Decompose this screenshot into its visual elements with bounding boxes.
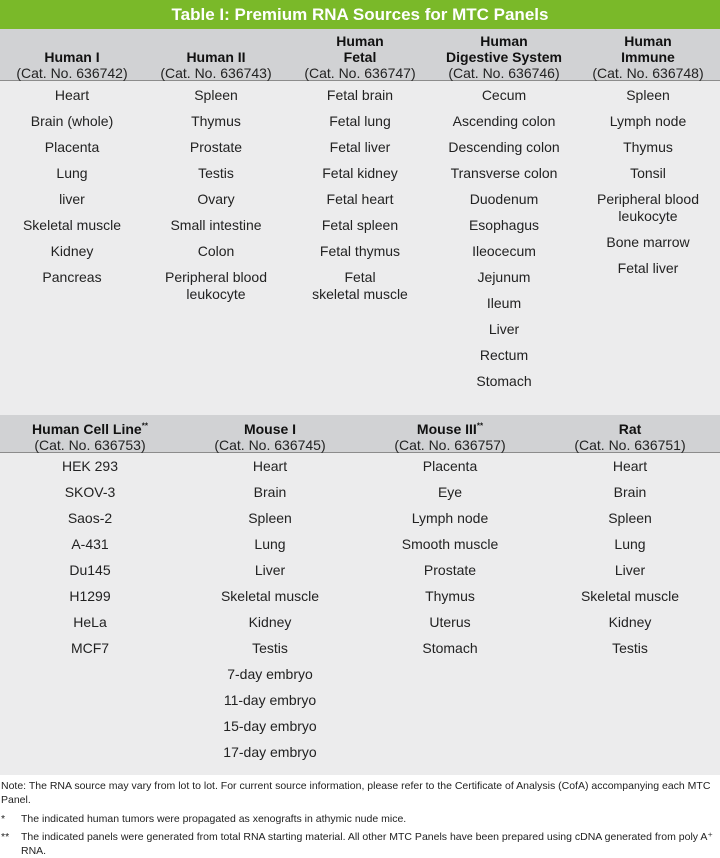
note-text: Note: The RNA source may vary from lot to lot. For current source information, please refer to the Certificate of Analysis (CofA) accompanying each MTC Panel. <box>1 780 711 806</box>
list-item: Brain <box>253 484 287 500</box>
list-item: Prostate <box>423 562 477 578</box>
list-item: Lung <box>254 536 286 552</box>
list-item: Uterus <box>429 614 471 630</box>
list-item: Prostate <box>189 139 243 155</box>
tissue-list <box>288 87 432 312</box>
tissue-list <box>432 87 576 399</box>
list-item: Jejunum <box>477 269 531 285</box>
list-item: Liver <box>254 562 286 578</box>
list-item: Spleen <box>626 87 670 103</box>
list-item: HEK 293 <box>61 458 119 474</box>
list-item: Lung <box>56 165 88 181</box>
tissue-list <box>0 87 144 295</box>
column-title: Human Digestive System <box>446 33 562 65</box>
list-item: Stomach <box>422 640 478 656</box>
list-item: MCF7 <box>70 640 110 656</box>
section-human-panels <box>0 29 720 415</box>
footnote-mark: ** <box>476 421 484 431</box>
list-item: Ascending colon <box>452 113 556 129</box>
tissue-list <box>576 87 720 286</box>
footnote-marker: * <box>1 813 6 825</box>
list-item: 15-day embryo <box>223 718 317 734</box>
column-title: Human Fetal <box>336 33 384 65</box>
list-item: Brain <box>613 484 647 500</box>
tissue-list <box>360 458 540 666</box>
list-item: Colon <box>197 243 235 259</box>
list-item: Transverse colon <box>450 165 558 181</box>
catalog-number: (Cat. No. 636753) <box>34 437 146 453</box>
column-title: Human I <box>44 49 100 65</box>
list-item: Du145 <box>69 562 111 578</box>
list-item: SKOV-3 <box>64 484 116 500</box>
tissue-list <box>144 87 288 312</box>
column-title: Human Cell Line <box>32 421 142 437</box>
list-item: Fetal thymus <box>319 243 401 259</box>
list-item: Ovary <box>197 191 235 207</box>
list-item: Esophagus <box>468 217 540 233</box>
list-item: Bone marrow <box>606 234 690 250</box>
list-item: Stomach <box>476 373 532 389</box>
footnote-text: The indicated human tumors were propagated as xenografts in athymic nude mice. <box>21 813 407 825</box>
list-item: Peripheral blood leukocyte <box>165 269 267 302</box>
catalog-number: (Cat. No. 636757) <box>394 437 506 453</box>
list-item: Fetal spleen <box>321 217 399 233</box>
list-item: Cecum <box>481 87 527 103</box>
list-item: Saos-2 <box>67 510 113 526</box>
list-item: Spleen <box>194 87 238 103</box>
list-item: Kidney <box>50 243 94 259</box>
list-item: 11-day embryo <box>223 692 317 708</box>
list-item: Ileum <box>486 295 522 311</box>
list-item: liver <box>59 191 85 207</box>
column-title: Mouse I <box>243 421 297 437</box>
list-item: Spleen <box>608 510 652 526</box>
list-item: Heart <box>612 458 648 474</box>
footnote-marker: ** <box>1 831 10 843</box>
tissue-list <box>0 458 180 666</box>
list-item: Fetal kidney <box>322 165 398 181</box>
column-title: Human Immune <box>621 33 675 65</box>
list-item: 17-day embryo <box>223 744 317 760</box>
list-item: Lymph node <box>609 113 687 129</box>
list-item: Thymus <box>623 139 673 155</box>
footnote-mark: ** <box>141 421 148 431</box>
catalog-number: (Cat. No. 636743) <box>160 65 272 81</box>
list-item: Heart <box>54 87 90 103</box>
catalog-number: (Cat. No. 636745) <box>214 437 326 453</box>
list-item: Brain (whole) <box>30 113 114 129</box>
column-title: Mouse III <box>416 421 477 437</box>
table-notes <box>0 775 720 855</box>
list-item: Kidney <box>608 614 652 630</box>
list-item: Fetal liver <box>617 260 679 276</box>
list-item: Thymus <box>425 588 475 604</box>
list-item: Rectum <box>479 347 529 363</box>
list-item: Smooth muscle <box>401 536 499 552</box>
list-item: Skeletal muscle <box>580 588 680 604</box>
list-item: Spleen <box>248 510 292 526</box>
list-item: Descending colon <box>448 139 560 155</box>
list-item: Skeletal muscle <box>22 217 122 233</box>
catalog-number: (Cat. No. 636747) <box>304 65 416 81</box>
list-item: H1299 <box>69 588 111 604</box>
list-item: Liver <box>488 321 520 337</box>
tissue-list <box>180 458 360 770</box>
list-item: Eye <box>437 484 463 500</box>
catalog-number: (Cat. No. 636746) <box>448 65 560 81</box>
list-item: Duodenum <box>469 191 539 207</box>
list-item: Pancreas <box>42 269 102 285</box>
list-item: Lymph node <box>411 510 489 526</box>
column-title: Rat <box>618 421 642 437</box>
list-item: A-431 <box>71 536 109 552</box>
list-item: Ileocecum <box>472 243 536 259</box>
list-item: Skeletal muscle <box>220 588 320 604</box>
list-item: Fetal skeletal muscle <box>312 269 408 302</box>
table-title: Table I: Premium RNA Sources for MTC Panels <box>0 0 720 29</box>
list-item: Tonsil <box>630 165 666 181</box>
list-item: Fetal heart <box>326 191 394 207</box>
list-item: Testis <box>612 640 648 656</box>
catalog-number: (Cat. No. 636748) <box>592 65 704 81</box>
list-item: Thymus <box>191 113 241 129</box>
list-item: Kidney <box>248 614 292 630</box>
list-item: Small intestine <box>170 217 262 233</box>
section-cell-and-rodent-panels <box>0 415 720 775</box>
list-item: Placenta <box>422 458 478 474</box>
catalog-number: (Cat. No. 636742) <box>16 65 128 81</box>
list-item: 7-day embryo <box>227 666 313 682</box>
list-item: Peripheral blood leukocyte <box>597 191 699 224</box>
list-item: HeLa <box>73 614 107 630</box>
footnote-text: The indicated panels were generated from total RNA starting material. All other MTC Panels have been prepared using cDNA generated from poly A⁺ RNA. <box>21 831 713 857</box>
list-item: Testis <box>252 640 288 656</box>
list-item: Fetal liver <box>329 139 391 155</box>
list-item: Heart <box>252 458 288 474</box>
column-title: Human II <box>186 49 246 65</box>
list-item: Placenta <box>44 139 100 155</box>
list-item: Lung <box>614 536 646 552</box>
list-item: Testis <box>198 165 234 181</box>
list-item: Fetal lung <box>329 113 391 129</box>
catalog-number: (Cat. No. 636751) <box>574 437 686 453</box>
tissue-list <box>540 458 720 666</box>
list-item: Liver <box>614 562 646 578</box>
list-item: Fetal brain <box>326 87 394 103</box>
